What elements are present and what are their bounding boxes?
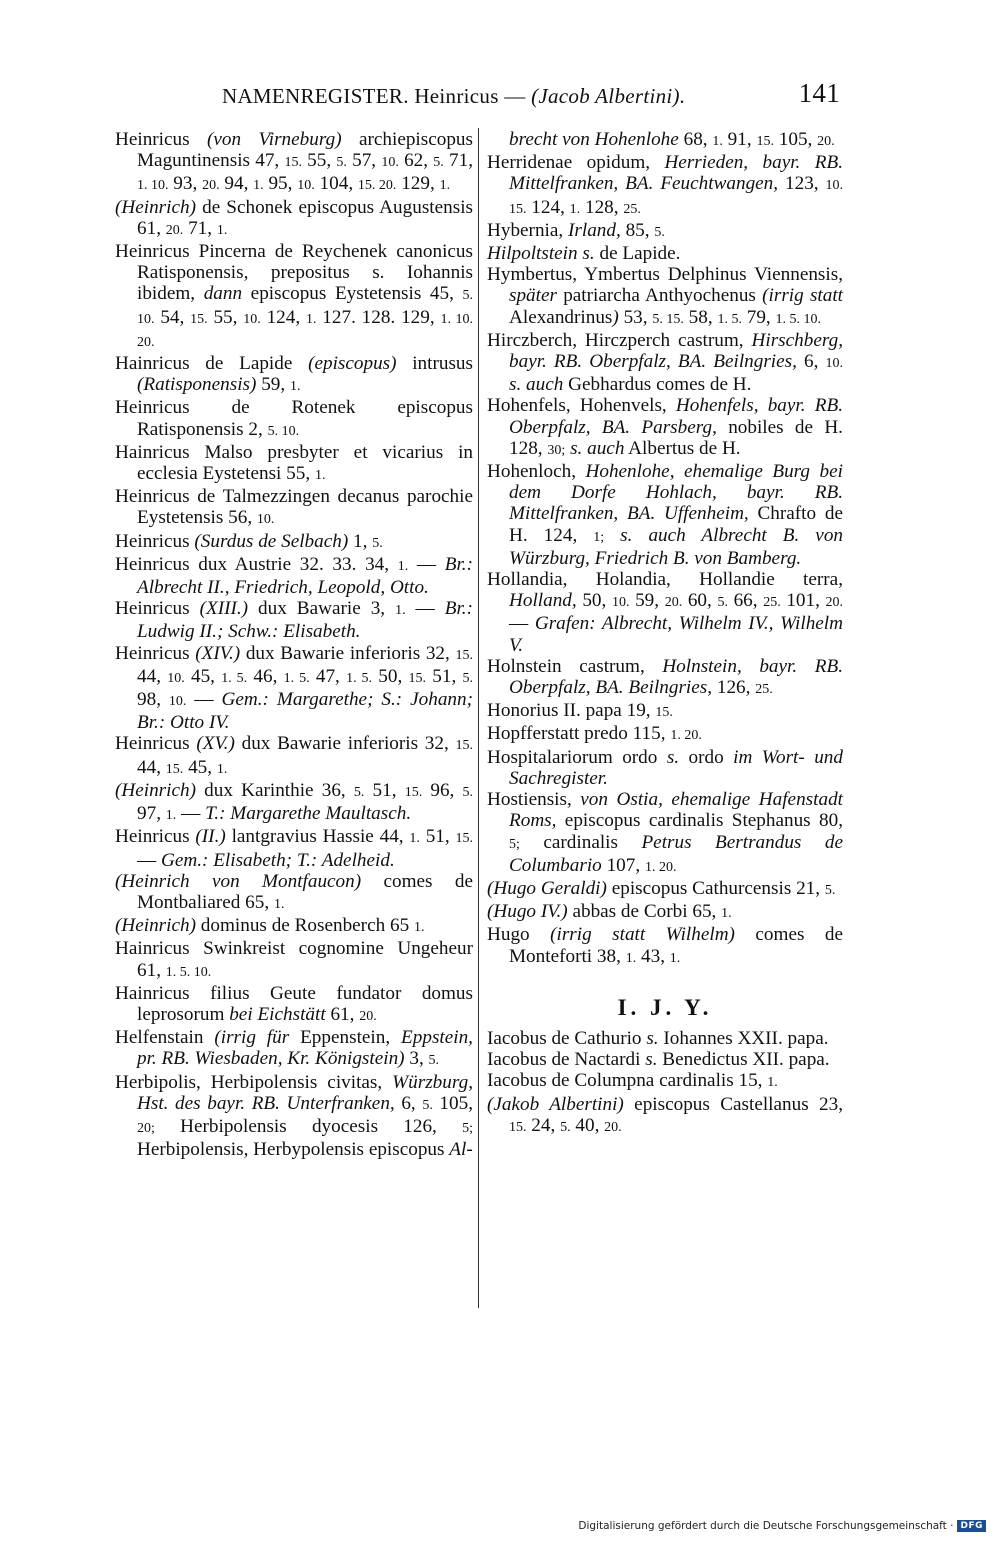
index-entry: Hugo (irrig statt Wilhelm) comes de Monteforti 38, 1. 43, 1. xyxy=(487,924,844,967)
dfg-logo: DFG xyxy=(957,1520,986,1532)
index-entry: Hirczberch, Hirczperch castrum, Hirschberg, bayr. RB. Oberpfalz, BA. Beilngries, 6, 10. s. auch Gebhardus comes de H. xyxy=(487,329,844,396)
right-column-entries xyxy=(487,129,843,969)
right-column xyxy=(487,129,843,1138)
index-entry: Heinricus (XIII.) dux Bawarie 3, 1. — Br.: Ludwig II.; Schw.: Elisabeth. xyxy=(115,598,473,643)
index-entry: (Jakob Albertini) episcopus Castellanus 23, 15. 24, 5. 40, 20. xyxy=(487,1093,844,1136)
index-entry: Hainricus de Lapide (episcopus) intrusus (Ratisponensis) 59, 1. xyxy=(115,353,473,396)
running-title: NAMENREGISTER. Heinricus — (Jacob Albertini). xyxy=(222,84,686,108)
index-entry: Heinricus de Rotenek episcopus Ratisponensis 2, 5. 10. xyxy=(115,397,473,440)
column-divider xyxy=(478,128,479,1308)
index-entry: Heinricus (von Virneburg) archiepiscopus Maguntinensis 47, 15. 55, 5. 57, 10. 62, 5. 71, 1. 10. 93, 20. 94, 1. 95, 10. 104, 15. 20. 129, 1. xyxy=(115,129,474,195)
index-entry: Heinricus (XV.) dux Bawarie inferioris 32, 15. 44, 15. 45, 1. xyxy=(115,733,473,778)
index-entry: (Hugo Geraldi) episcopus Cathurcensis 21, 5. xyxy=(487,877,836,899)
footer xyxy=(578,1520,986,1532)
index-entry: (Heinrich) dux Karinthie 36, 5. 51, 15. 96, 5. 97, 1. — T.: Margarethe Maultasch. xyxy=(115,779,473,825)
index-entry: Hollandia, Holandia, Hollandie terra, Holland, 50, 10. 59, 20. 60, 5. 66, 25. 101, 20. — Grafen: Albrecht, Wilhelm IV., Wilhelm V. xyxy=(487,569,844,656)
index-entry: Herridenae opidum, Herrieden, bayr. RB. Mittelfranken, BA. Feuchtwangen, 123, 10. 15. 124, 1. 128, 25. xyxy=(487,152,843,218)
index-entry: Heinricus (XIV.) dux Bawarie inferioris 32, 15. 44, 10. 45, 1. 5. 46, 1. 5. 47, 1. 5. 50, 15. 51, 5. 98, 10. — Gem.: Margarethe; S.: Johann; Br.: Otto IV. xyxy=(115,642,474,734)
index-entry: Iacobus de Cathurio s. Iohannes XXII. papa. xyxy=(487,1027,829,1049)
right-column-entries-after xyxy=(487,1028,843,1138)
index-entry: (Heinrich von Montfaucon) comes de Montbaliared 65, 1. xyxy=(115,870,473,913)
index-entry: Helfenstain (irrig für Eppenstein, Eppstein, pr. RB. Wiesbaden, Kr. Königstein) 3, 5. xyxy=(115,1027,473,1070)
index-entry: Hilpoltstein s. de Lapide. xyxy=(487,243,681,265)
section-heading: I. J. Y. xyxy=(617,994,713,1020)
index-entry: Heinricus (II.) lantgravius Hassie 44, 1. 51, 15. — Gem.: Elisabeth; T.: Adelheid. xyxy=(115,826,473,871)
index-entry: Hymbertus, Ymbertus Delphinus Viennensis, später patriarcha Anthyochenus (irrig statt Alexandrinus) 53, 5. 15. 58, 1. 5. 79, 1. 5. 10. xyxy=(487,264,843,328)
index-entry: brecht von Hohenlohe 68, 1. 91, 15. 105, 20. xyxy=(509,129,835,150)
index-entry: Heinricus de Talmezzingen decanus parochie Eystetensis 56, 10. xyxy=(115,486,473,529)
index-entry: Hohenfels, Hohenvels, Hohenfels, bayr. RB. Oberpfalz, BA. Parsberg, nobiles de H. 128, 30; s. auch Albertus de H. xyxy=(487,395,843,459)
index-entry: Heinricus (Surdus de Selbach) 1, 5. xyxy=(115,530,383,552)
index-entry: Iacobus de Nactardi s. Benedictus XII. papa. xyxy=(487,1049,830,1071)
page-header xyxy=(110,78,840,118)
index-entry: Honorius II. papa 19, 15. xyxy=(487,700,673,722)
page-number: 141 xyxy=(798,78,840,108)
index-entry: Iacobus de Columpna cardinalis 15, 1. xyxy=(487,1070,778,1092)
index-entry: (Heinrich) dominus de Rosenberch 65 1. xyxy=(115,915,425,937)
index-entry: (Hugo IV.) abbas de Corbi 65, 1. xyxy=(487,901,732,923)
index-entry: Heinricus Pincerna de Reychenek canonicus Ratisponensis, prepositus s. Iohannis ibidem, dann episcopus Eystetensis 45, 5. 10. 54, 15. 55, 10. 124, 1. 127. 128. 129, 1. 10. 20. xyxy=(115,241,474,350)
index-entry: Hainricus filius Geute fundator domus leprosorum bei Eichstätt 61, 20. xyxy=(115,982,473,1025)
index-entry: Hainricus Swinkreist cognomine Ungeheur 61, 1. 5. 10. xyxy=(115,938,473,981)
index-entry: Herbipolis, Herbipolensis civitas, Würzburg, Hst. des bayr. RB. Unterfranken, 6, 5. 105, 20; Herbipolensis dyocesis 126, 5; Herbipolensis, Herbypolensis episcopus Al- xyxy=(115,1071,474,1161)
left-column xyxy=(115,129,473,1160)
index-entry: Hainricus Malso presbyter et vicarius in ecclesia Eystetensi 55, 1. xyxy=(115,441,473,485)
index-entry: Hohenloch, Hohenlohe, ehemalige Burg bei dem Dorfe Hohlach, bayr. RB. Mittelfranken, BA. Uffenheim, Chrafto de H. 124, 1; s. auch Albrecht B. von Würzburg, Friedrich B. von Bamberg. xyxy=(487,461,844,569)
running-title-italic: (Jacob Albertini). xyxy=(531,84,686,108)
index-entry: Hopfferstatt predo 115, 1. 20. xyxy=(487,723,702,745)
index-entry: Hostiensis, von Ostia, ehemalige Hafenstadt Roms, episcopus cardinalis Stephanus 80, 5; cardinalis Petrus Bertrandus de Columbario 107, 1. 20. xyxy=(487,789,843,876)
index-entry: Hospitalariorum ordo s. ordo im Wort- und Sachregister. xyxy=(487,746,843,789)
index-entry: Heinricus dux Austrie 32. 33. 34, 1. — Br.: Albrecht II., Friedrich, Leopold, Otto. xyxy=(115,553,473,599)
index-entry: Hybernia, Irland, 85, 5. xyxy=(487,219,665,241)
index-entry: Holnstein castrum, Holnstein, bayr. RB. Oberpfalz, BA. Beilngries, 126, 25. xyxy=(487,655,843,699)
index-entry: (Heinrich) de Schonek episcopus Augustensis 61, 20. 71, 1. xyxy=(115,196,473,239)
footer-credit: Digitalisierung gefördert durch die Deutsche Forschungsgemeinschaft · xyxy=(578,1520,954,1532)
